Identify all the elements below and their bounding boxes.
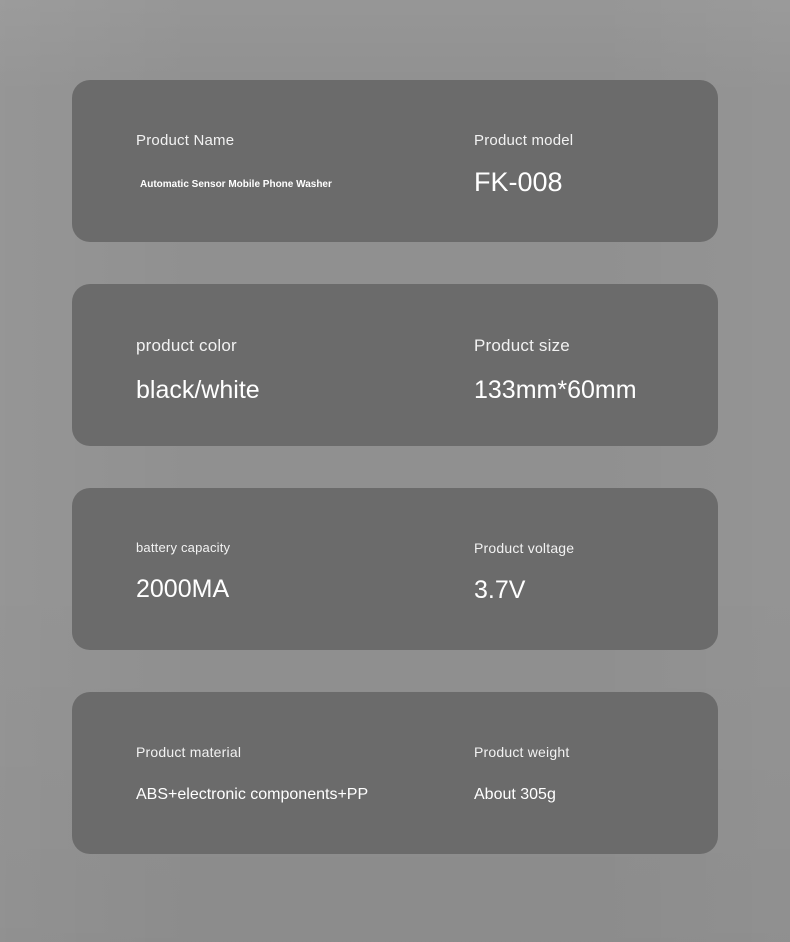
spec-label: Product size xyxy=(474,336,570,355)
spec-label: Product material xyxy=(136,744,242,760)
spec-card-list xyxy=(72,80,718,854)
spec-label: Product Name xyxy=(136,132,235,149)
spec-value: FK-008 xyxy=(474,167,563,197)
spec-field-product-material xyxy=(136,744,368,804)
spec-label: Product weight xyxy=(474,744,570,760)
spec-card xyxy=(72,692,718,854)
spec-label: product color xyxy=(136,336,237,355)
spec-value: Automatic Sensor Mobile Phone Washer xyxy=(140,179,332,190)
spec-card xyxy=(72,80,718,242)
spec-label: Product voltage xyxy=(474,540,575,556)
spec-card xyxy=(72,284,718,446)
spec-value: black/white xyxy=(136,376,260,404)
spec-field-product-size xyxy=(474,336,637,405)
spec-field-battery-capacity xyxy=(136,540,230,604)
spec-label: Product model xyxy=(474,132,574,149)
spec-card xyxy=(72,488,718,650)
spec-value: 3.7V xyxy=(474,576,526,604)
spec-label: battery capacity xyxy=(136,540,231,555)
spec-field-product-voltage xyxy=(474,540,574,605)
spec-value: 133mm*60mm xyxy=(474,376,637,404)
spec-value: 2000MA xyxy=(136,575,230,603)
spec-value: ABS+electronic components+PP xyxy=(136,786,369,803)
spec-field-product-color xyxy=(136,336,260,405)
spec-value: About 305g xyxy=(474,786,556,803)
spec-field-product-name xyxy=(136,132,332,190)
spec-field-product-model xyxy=(474,132,573,198)
spec-field-product-weight xyxy=(474,744,569,804)
